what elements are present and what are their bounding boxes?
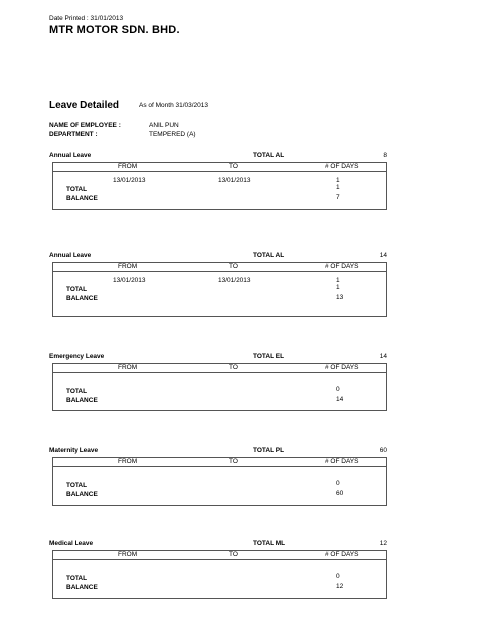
leave-total-label: TOTAL AL [253, 152, 285, 159]
leave-entitlement: 14 [379, 353, 387, 360]
column-header [53, 263, 386, 272]
total-days-value: 1 [336, 284, 340, 291]
col-to: TO [229, 551, 238, 558]
totals-block [53, 185, 386, 205]
col-from: FROM [118, 163, 138, 170]
balance-value: 7 [336, 194, 340, 201]
employee-name-value: ANIL PUN [149, 122, 179, 129]
leave-entitlement: 8 [383, 152, 387, 159]
total-days-value: 0 [336, 386, 340, 393]
col-days: # OF DAYS [325, 263, 359, 270]
leave-type: Medical Leave [49, 540, 94, 547]
total-label: TOTAL [66, 388, 88, 395]
balance-label: BALANCE [66, 195, 98, 202]
section-header [49, 540, 387, 550]
date-printed: Date Printed : 31/01/2013 [49, 15, 124, 22]
balance-value: 60 [336, 490, 344, 497]
leave-table [52, 162, 387, 210]
column-header [53, 364, 386, 373]
totals-block [53, 574, 386, 594]
col-days: # OF DAYS [325, 364, 359, 371]
leave-entitlement: 12 [379, 540, 387, 547]
col-days: # OF DAYS [325, 163, 359, 170]
leave-type: Maternity Leave [49, 447, 99, 454]
leave-days: 1 [336, 177, 340, 184]
col-from: FROM [118, 263, 138, 270]
col-to: TO [229, 364, 238, 371]
leave-type: Annual Leave [49, 252, 92, 259]
col-days: # OF DAYS [325, 458, 359, 465]
employee-name-label: NAME OF EMPLOYEE : [49, 122, 121, 129]
balance-label: BALANCE [66, 295, 98, 302]
leave-table [52, 457, 387, 506]
balance-value: 13 [336, 294, 344, 301]
department-value: TEMPERED (A) [149, 131, 196, 138]
leave-days: 1 [336, 277, 340, 284]
section-header [49, 447, 387, 457]
totals-block [53, 387, 386, 407]
section-header [49, 252, 387, 262]
col-to: TO [229, 163, 238, 170]
leave-section [49, 252, 387, 317]
column-header [53, 458, 386, 467]
total-days-value: 0 [336, 480, 340, 487]
leave-to-date: 13/01/2013 [218, 177, 251, 184]
leave-table [52, 262, 387, 317]
leave-from-date: 13/01/2013 [113, 177, 146, 184]
leave-entitlement: 60 [379, 447, 387, 454]
balance-value: 14 [336, 396, 344, 403]
report-title: Leave Detailed [49, 100, 120, 111]
leave-to-date: 13/01/2013 [218, 277, 251, 284]
total-label: TOTAL [66, 286, 88, 293]
total-days-value: 1 [336, 184, 340, 191]
col-from: FROM [118, 364, 138, 371]
as-of-month: As of Month 31/03/2013 [139, 102, 209, 109]
leave-type: Emergency Leave [49, 353, 105, 360]
leave-table [52, 550, 387, 599]
col-from: FROM [118, 458, 138, 465]
leave-total-label: TOTAL EL [253, 353, 285, 360]
leave-type: Annual Leave [49, 152, 92, 159]
total-days-value: 0 [336, 573, 340, 580]
totals-block [53, 285, 386, 305]
leave-total-label: TOTAL ML [253, 540, 286, 547]
column-header [53, 163, 386, 172]
balance-label: BALANCE [66, 491, 98, 498]
department-label: DEPARTMENT : [49, 131, 98, 138]
leave-total-label: TOTAL PL [253, 447, 285, 454]
col-to: TO [229, 263, 238, 270]
leave-entitlement: 14 [379, 252, 387, 259]
leave-section [49, 540, 387, 599]
balance-label: BALANCE [66, 397, 98, 404]
total-label: TOTAL [66, 575, 88, 582]
total-label: TOTAL [66, 186, 88, 193]
balance-value: 12 [336, 583, 344, 590]
leave-section [49, 447, 387, 506]
leave-section [49, 353, 387, 411]
totals-block [53, 481, 386, 501]
leave-total-label: TOTAL AL [253, 252, 285, 259]
col-days: # OF DAYS [325, 551, 359, 558]
section-header [49, 353, 387, 363]
leave-section [49, 152, 387, 210]
leave-from-date: 13/01/2013 [113, 277, 146, 284]
col-to: TO [229, 458, 238, 465]
section-header [49, 152, 387, 162]
total-label: TOTAL [66, 482, 88, 489]
company-name: MTR MOTOR SDN. BHD. [49, 24, 180, 36]
col-from: FROM [118, 551, 138, 558]
leave-table [52, 363, 387, 411]
column-header [53, 551, 386, 560]
balance-label: BALANCE [66, 584, 98, 591]
